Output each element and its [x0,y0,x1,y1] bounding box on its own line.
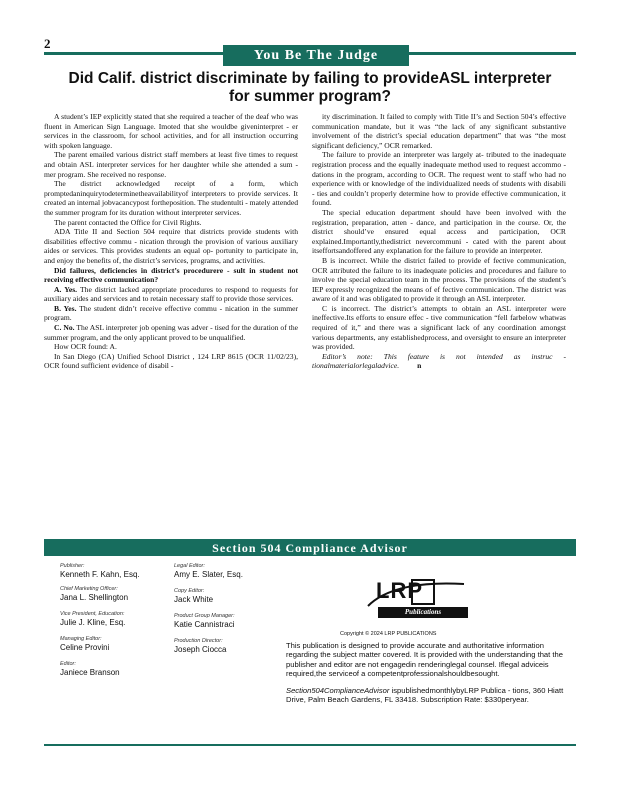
article-column-left [44,112,298,371]
article-column-right [312,112,566,371]
body-paragraph: The special education department should have been involved with the registration, preparation, atten - dance, and participation in the course. Or, the district should’ve ensured equal access and participation, OCR explained.Importantly,thedistrict nevercommuni - cated with the parent about itseffortsandoffered any explanation for the failure to provide an interpreter. [312,207,566,256]
body-paragraph: How OCR found: A. [54,342,117,352]
staff-role: Vice President, Education: [60,611,125,617]
logo-wordmark: LRP [376,578,423,603]
staff-role: Publisher: [60,563,85,569]
staff-name: Celine Provini [60,643,110,652]
staff-role: Editor: [60,661,76,667]
staff-role: Chief Marketing Officer: [60,586,118,592]
body-paragraph: ADA Title II and Section 504 require that districts provide students with disabilities effective commu - nication through the provision of various auxiliary aides or services. This provides students an equal op- portunity to participate in, and enjoy the benefits of, the district’s services, programs, and activities. [44,227,298,265]
logo-subtitle: Publications [378,607,468,618]
answer-label: C. No. [54,323,75,333]
staff-name: Amy E. Slater, Esq. [174,570,243,579]
body-paragraph: The parent contacted the Office for Civil Rights. [54,217,202,227]
staff-role: Copy Editor: [174,588,205,594]
staff-list-left [60,563,140,678]
staff-role: Managing Editor: [60,636,102,642]
answer-text: The ASL interpreter job opening was adver - tised for the duration of the summer program, and the only applicant proved to be unqualified. [44,323,298,342]
note-label: Editor’s note: [322,351,373,361]
staff-name: Joseph Ciocca [174,645,227,654]
publication-title: Section504ComplianceAdvisor [286,686,390,695]
staff-list-middle [174,563,243,655]
masthead-title: Section 504 Compliance Advisor [44,541,576,556]
question-paragraph: Did failures, deficiencies in district’s procedurere - sult in student not receiving effective communication? [44,265,298,285]
body-paragraph: The district acknowledged receipt of a form, which promptedaninquirytodeterminetheavailabilityof interpreters to provide services. It created an internal jobvacancypost fortheposition. The studentulti - mately attended the summer program for its duration without interpreter services. [44,179,298,217]
headline-line-1: Did Calif. district discriminate by failing to provideASL interpreter [68,70,552,87]
section-banner: You Be The Judge [223,45,409,66]
article-headline [44,70,576,106]
staff-name: Jack White [174,595,214,604]
disclaimer-text: This publication is designed to provide accurate and authoritative information regarding the subject matter covered. It is provided with the understanding that the publisher and editor are not engagedin renderinglegal counsel. Iflegal adviceis required,the serviceof a competentprofessionalshouldbesought. [286,641,563,679]
body-paragraph: A student’s IEP explicitly stated that she required a teacher of the deaf who was fluent in American Sign Language. Imoted that she wouldbe giveninterpret - er services in the classroom, for school activities, and for all instruction occurring with spoken language. [44,112,298,150]
body-paragraph: B is incorrect. While the district failed to provide ef fective communication, OCR attributed the failure to its inadequate policies and procedures and failure to involve the special education team in the process. The provisions of the student’s IEP expressly recognized the means of ef fective communication. The district was aware of it and was obligated to provide it through an ASL interpreter. [312,255,566,304]
answer-text: The district lacked appropriate procedures to respond to requests for auxiliary aides and services and to retain necessary staff to provide those services. [44,284,298,304]
body-paragraph: In San Diego (CA) Unified School District , 124 LRP 8615 (OCR 11/02/23), OCR found sufficient evidence of disabil - [44,351,298,371]
publication-details: ispublishedmonthlybyLRP Publica - tions, 360 Hiatt Drive, Palm Beach Gardens, FL 33418. Subscription Rate: $330peryear. [286,686,564,705]
answer-option [44,323,298,342]
body-paragraph: C is incorrect. The district’s attempts to obtain an ASL interpreter were ineffective.Its efforts to ensure effec - tive communication “fell farbelow whatwas required of it,” and there was a significant lack of any coordination amongst various departments, any establishedprocess, and oversight to ensure an interpreter was provided. [312,303,566,352]
answer-option [44,304,298,323]
answer-text: The student didn’t receive effective commu - nication in the summer program. [44,303,298,323]
note-text: This feature is not intended as instruc - tionalmaterialorlegaladvice. [312,351,567,371]
staff-role: Legal Editor: [174,563,205,569]
body-paragraph: ity discrimination. It failed to comply with Title II’s and Section 504’s effective communication mandate, but it was “the lack of any significant substantive involvement of the district’s special education department” that was “the most significant deficiency,” OCR remarked. [312,112,566,150]
staff-name: Julie J. Kline, Esq. [60,618,126,627]
staff-name: Kenneth F. Kahn, Esq. [60,570,140,579]
bottom-rule [44,744,576,746]
lrp-logo [364,576,474,626]
end-mark: n [417,361,422,371]
copyright-line: Copyright © 2024 LRP PUBLICATIONS [340,631,437,637]
headline-line-2: for summer program? [229,88,391,105]
staff-name: Janiece Branson [60,668,120,677]
answer-label: B. Yes. [54,303,77,313]
answer-option [44,285,298,304]
staff-name: Jana L. Shellington [60,593,129,602]
page-number: 2 [44,36,51,51]
staff-role: Product Group Manager: [174,613,235,619]
staff-name: Katie Cannistraci [174,620,235,629]
answer-label: A. Yes. [54,284,78,294]
editors-note [312,352,566,371]
staff-role: Production Director: [174,638,223,644]
publication-info [286,686,574,705]
body-paragraph: The failure to provide an interpreter was largely at- tributed to the inadequate registration process and the equally inadequate method used to request accommo - dations in the program, according to OCR. The request went to staff who had no experience with or knowledge of the individualized needs of students with disabili - ties and couldn’t properly determine how to provide effective communication, it found. [312,150,566,208]
body-paragraph: The parent emailed various district staff members at least five times to request and obtain ASL interpreter services for her daughter while she attended a sum - mer program. She received no response. [44,150,298,179]
